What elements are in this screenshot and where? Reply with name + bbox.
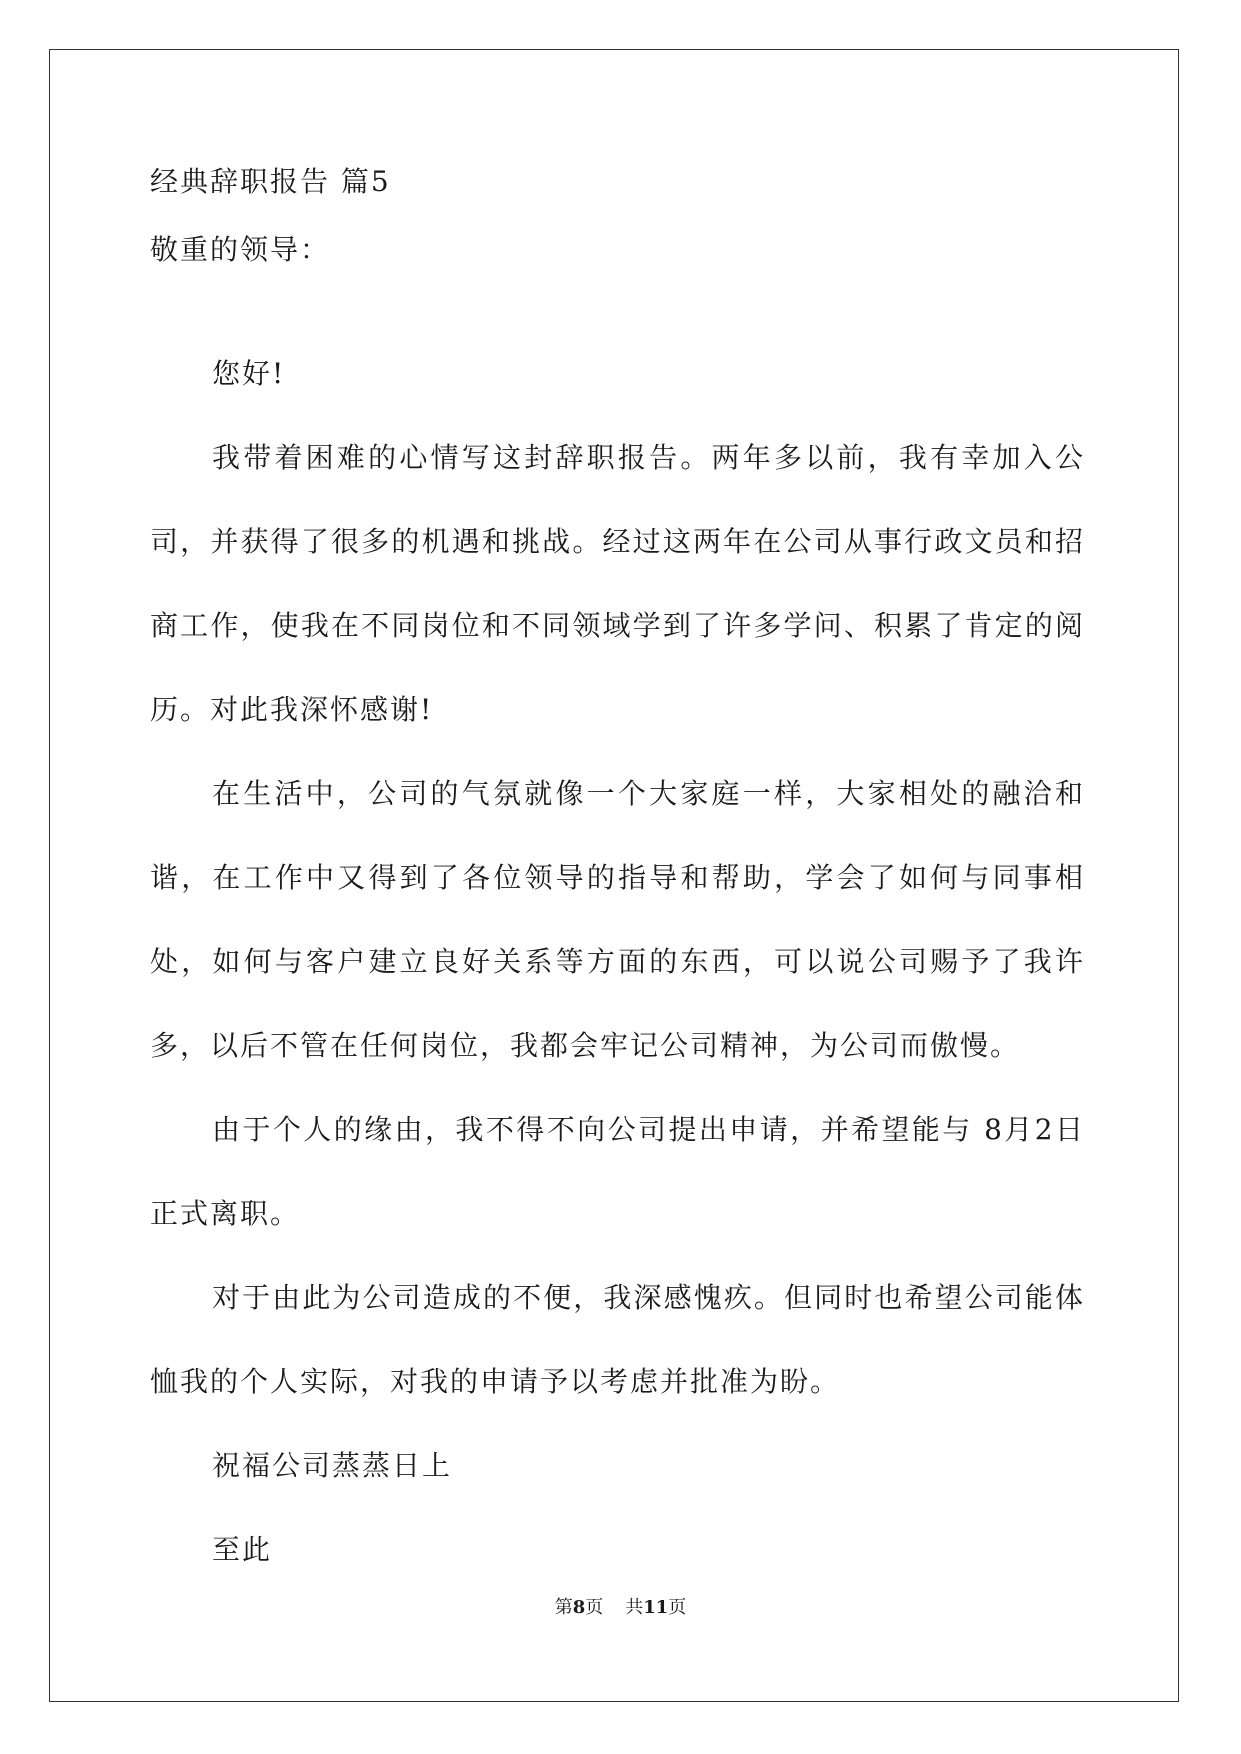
page-total: 11: [643, 1597, 669, 1618]
paragraph-3: 由于个人的缘由，我不得不向公司提出申请，并希望能与 8月2日正式离职。: [150, 1113, 1085, 1230]
document-body: [150, 160, 1085, 1592]
page-number: 8: [572, 1597, 586, 1618]
document-title: 经典辞职报告 篇5: [150, 165, 391, 198]
salutation: 敬重的领导：: [150, 233, 331, 266]
closing-wish: 祝福公司蒸蒸日上: [212, 1449, 453, 1482]
page-prefix: 第: [554, 1597, 573, 1618]
total-suffix: 页: [668, 1597, 687, 1618]
paragraph-1: 我带着困难的心情写这封辞职报告。两年多以前，我有幸加入公司，并获得了很多的机遇和挑战。经过这两年在公司从事行政文员和招商工作，使我在不同岗位和不同领域学到了许多学问、积累了肯定的阅历。对此我深怀感谢!: [150, 441, 1085, 726]
total-prefix: 共: [625, 1597, 644, 1618]
page-suffix: 页: [585, 1597, 604, 1618]
paragraph-4: 对于由此为公司造成的不便，我深感愧疚。但同时也希望公司能体恤我的个人实际，对我的申请予以考虑并批准为盼。: [150, 1281, 1085, 1398]
paragraph-2: 在生活中，公司的气氛就像一个大家庭一样，大家相处的融洽和谐，在工作中又得到了各位领导的指导和帮助，学会了如何与同事相处，如何与客户建立良好关系等方面的东西，可以说公司赐予了我许多，以后不管在任何岗位，我都会牢记公司精神，为公司而傲慢。: [150, 777, 1085, 1062]
page-footer: [0, 1593, 1241, 1619]
greeting: 您好!: [212, 357, 286, 390]
closing-sign-off: 至此: [212, 1533, 273, 1566]
